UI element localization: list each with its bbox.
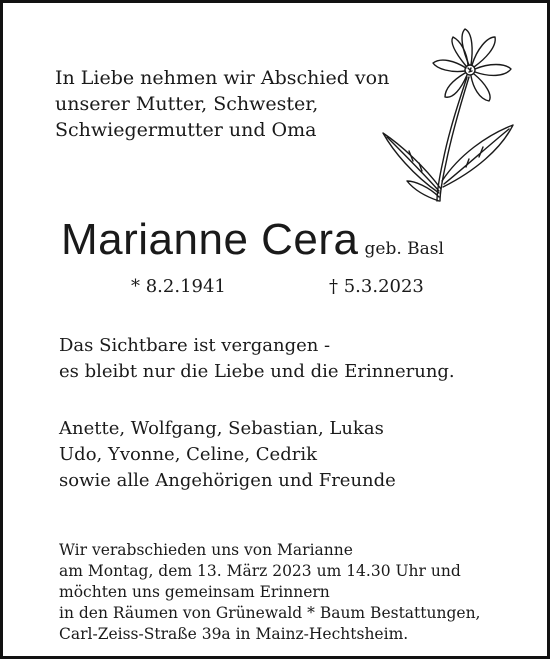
- deceased-name-row: [61, 215, 444, 265]
- quote-line: es bleibt nur die Liebe und die Erinnerung.: [59, 361, 455, 382]
- mourners-line: sowie alle Angehörigen und Freunde: [59, 470, 396, 491]
- quote-line: Das Sichtbare ist vergangen -: [59, 335, 331, 356]
- notice-line: am Montag, dem 13. März 2023 um 14.30 Uhr und: [59, 562, 461, 580]
- birth-date: * 8.2.1941: [131, 276, 226, 297]
- intro-line: In Liebe nehmen wir Abschied von: [55, 67, 390, 89]
- death-date: † 5.3.2023: [329, 276, 424, 297]
- intro-line: Schwiegermutter und Oma: [55, 119, 317, 141]
- notice-line: Carl-Zeiss-Straße 39a in Mainz-Hechtsheim.: [59, 625, 409, 643]
- notice-line: Wir verabschieden uns von Marianne: [59, 541, 353, 559]
- mourners-list: [59, 416, 396, 494]
- intro-line: unserer Mutter, Schwester,: [55, 93, 319, 115]
- mourners-line: Udo, Yvonne, Celine, Cedrik: [59, 444, 317, 465]
- life-dates: [131, 276, 424, 297]
- flower-drawing-icon: [379, 21, 519, 206]
- maiden-name: geb. Basl: [364, 239, 444, 259]
- funeral-notice: [59, 540, 480, 645]
- notice-line: möchten uns gemeinsam Erinnern: [59, 583, 330, 601]
- mourners-line: Anette, Wolfgang, Sebastian, Lukas: [59, 418, 384, 439]
- intro-text: [55, 65, 389, 143]
- notice-line: in den Räumen von Grünewald * Baum Bestattungen,: [59, 604, 481, 622]
- memorial-quote: [59, 333, 455, 385]
- deceased-name: Marianne Cera: [61, 215, 359, 264]
